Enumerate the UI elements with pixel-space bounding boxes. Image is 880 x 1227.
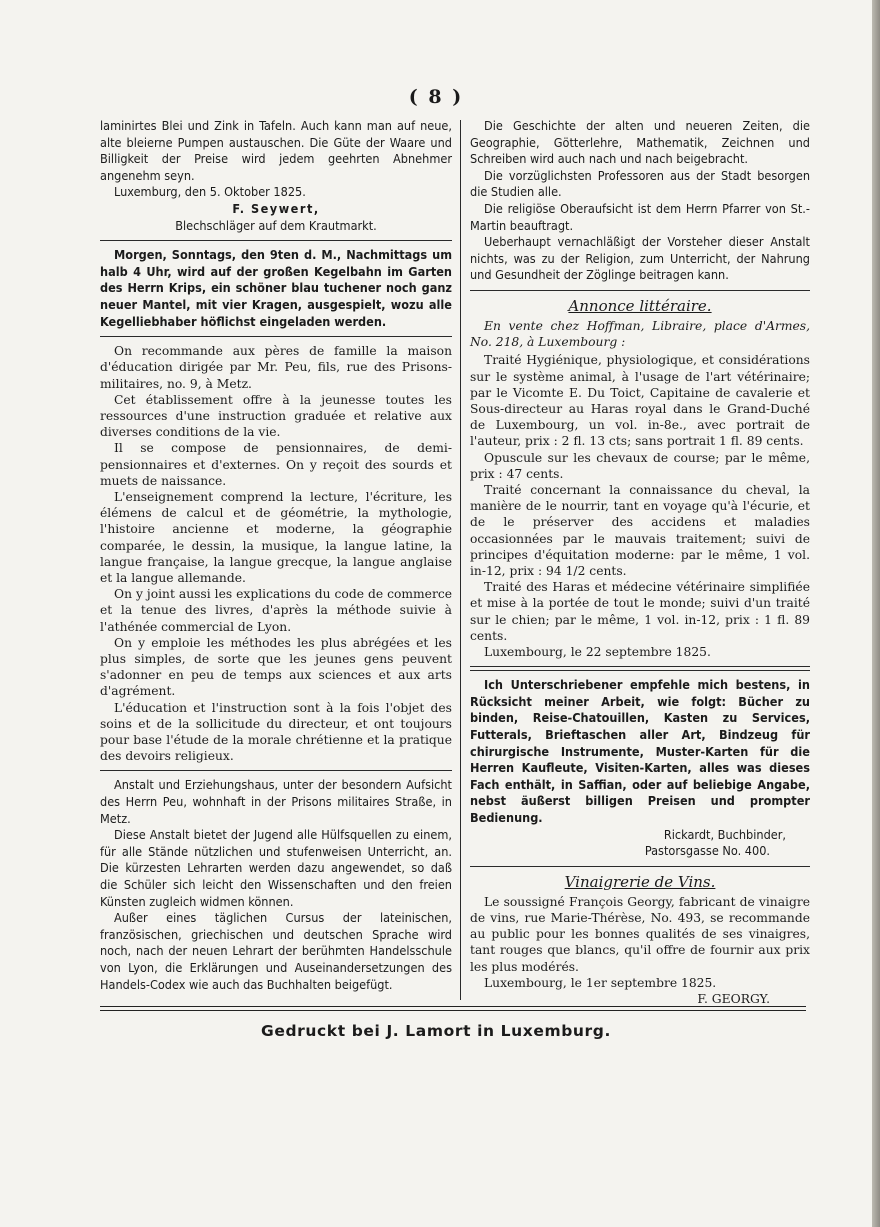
book-item: Traité Hygiénique, physiologique, et considérations sur le système animal, à l'usage de l'art vétérinaire; par le Vicomte E. Du Toict, Capitaine de cavalerie et Sous-directeur au Haras royal dans le Grand-Duché de Luxembourg, un vol. in-8e., avec portrait de l'auteur, prix : 2 fl. 13 cts; sans portrait 1 fl. 89 cents. (470, 353, 810, 449)
vinaigrerie-heading: Vinaigrerie de Vins. (564, 872, 716, 891)
left-column (100, 118, 452, 993)
paragraph: Die vorzüglichsten Professoren aus der Stadt besorgen die Studien alle. (470, 167, 810, 200)
divider (470, 866, 810, 867)
paragraph: Il se compose de pensionnaires, de demi-pensionnaires et d'externes. On y reçoit des sourds et muets de naissance. (100, 441, 452, 488)
annonce-date: Luxembourg, le 22 septembre 1825. (484, 645, 711, 659)
seywert-name: F. Seywert, (232, 200, 320, 216)
paragraph: Außer eines täglichen Cursus der lateinischen, französischen, griechischen und deutschen Sprache wird noch, nach der neuen Lehrart der berühmten Handelsschule von Lyon, die Erklärungen und Auseinandersetzungen des Handels-Codex wie auch das Buchhalten beigefügt. (100, 910, 452, 992)
book-item: Opuscule sur les chevaux de course; par le même, prix : 47 cents. (470, 450, 810, 481)
annonce-subheading: En vente chez Hoffman, Libraire, place d'Armes, No. 218, à Luxembourg : (470, 318, 810, 350)
peu-school-german (100, 777, 452, 993)
rickardt-name: Rickardt, Buchbinder, (663, 826, 786, 842)
vinaigrerie-advertisement (470, 873, 810, 1007)
seywert-trade: Blechschläger auf dem Krautmarkt. (175, 217, 377, 233)
book-item: Traité concernant la connaissance du cheval, la manière de le nourrir, tant en voyage qu'à l'écurie, et de le préserver des accidens et maladies occasionnées par le mauvais traitement; suivi de principes d'équitation moderne: par le même, 1 vol. in-12, prix : 94 1/2 cents. (470, 482, 810, 578)
peu-school-german-continued (470, 118, 810, 284)
paragraph: Die Geschichte der alten und neueren Zeiten, die Geographie, Götterlehre, Mathematik, Zeichnen und Schreiben wird auch nach und nach beigebracht. (470, 118, 810, 167)
kegelbahn-advertisement (100, 247, 452, 330)
divider (100, 336, 452, 337)
paragraph: On y joint aussi les explications du code de commerce et la tenue des livres, d'après la méthode suivie à l'athénée commercial de Lyon. (100, 587, 452, 634)
book-item: Traité des Haras et médecine vétérinaire simplifiée et mise à la portée de tout le monde; suivi d'un traité sur le chien; par le même, 1 vol. in-12, prix : 1 fl. 89 cents. (470, 580, 810, 643)
rickardt-text: Ich Unterschriebener empfehle mich bestens, in Rücksicht meiner Arbeit, wie folgt: Bücher zu binden, Reise-Chatouillen, Kasten zu Services, Futterals, Brieftaschen aller Art, Bindzeug für chirurgische Instrumente, Muster-Karten für die Herren Kaufleute, Visiten-Karten, alles was dieses Fach enthält, in Saffian, oder auf beliebige Angabe, nebst äußerst billigen Preisen und prompter Bedienung. (470, 677, 810, 825)
paragraph: Diese Anstalt bietet der Jugend alle Hülfsquellen zu einem, für alle Stände nützlichen und stufenweisen Unterricht, an. Die kürzesten Lehrarten werden dazu angewendet, so daß die Schüler sich leicht den Wissenschaften und den freien Künsten zugleich widmen können. (100, 827, 452, 909)
column-divider (460, 120, 461, 1000)
seywert-text: laminirtes Blei und Zink in Tafeln. Auch kann man auf neue, alte bleierne Pumpen austauschen. Die Güte der Waare und Billigkeit der Preise wird jedem geehrten Abnehmer angenehm seyn. (100, 118, 452, 183)
vinaigrerie-date: Luxembourg, le 1er septembre 1825. (484, 975, 717, 990)
printer-imprint: Gedruckt bei J. Lamort in Luxemburg. (261, 1022, 611, 1040)
paragraph: Die religiöse Oberaufsicht ist dem Herrn Pfarrer von St.-Martin beauftragt. (470, 200, 810, 233)
bottom-rule (100, 1006, 806, 1011)
german-title: Anstalt und Erziehungshaus, unter der besondern Aufsicht des Herrn Peu, wohnhaft in der Prisons militaires Straße, in Metz. (100, 777, 452, 826)
page-number: ( 8 ) (408, 86, 464, 108)
annonce-heading: Annonce littéraire. (568, 296, 712, 315)
seywert-advertisement (100, 118, 452, 234)
divider (470, 290, 810, 291)
rickardt-advertisement (470, 677, 810, 860)
right-column (470, 118, 810, 1007)
rickardt-address: Pastorsgasse No. 400. (644, 843, 770, 859)
divider (100, 240, 452, 241)
vinaigrerie-signature: F. GEORGY. (697, 991, 770, 1006)
book-spine-edge (872, 0, 880, 1227)
paragraph: Cet établissement offre à la jeunesse toutes les ressources d'une instruction graduée et relative aux diverses conditions de la vie. (100, 392, 452, 440)
divider (470, 666, 810, 671)
paragraph: L'enseignement comprend la lecture, l'écriture, les élémens de calcul et de géométrie, la mythologie, l'histoire ancienne et moderne, la géographie comparée, le dessin, la musique, la langue latine, la langue française, la langue grecque, la langue anglaise et la langue allemande. (100, 489, 452, 585)
peu-school-french (100, 343, 452, 764)
paragraph: On recommande aux pères de famille la maison d'éducation dirigée par Mr. Peu, fils, rue des Prisons-militaires, no. 9, à Metz. (100, 344, 452, 391)
paragraph: On y emploie les méthodes les plus abrégées et les plus simples, de sorte que les jeunes gens peuvent s'adonner en peu de temps aux sciences et aux arts d'agrément. (100, 635, 452, 699)
paragraph: L'éducation et l'instruction sont à la fois l'objet des soins et de la sollicitude du directeur, et ont toujours pour base l'étude de la morale chrétienne et la pratique des devoirs religieux. (100, 700, 452, 764)
seywert-date: Luxemburg, den 5. Oktober 1825. (114, 184, 306, 200)
vinaigrerie-text: Le soussigné François Georgy, fabricant de vinaigre de vins, rue Marie-Thérèse, No. 493, se recommande au public pour les bonnes qualités de ses vinaigres, tant rouges que blancs, qu'il offre de fournir aux prix les plus modérés. (470, 894, 810, 974)
kegelbahn-text: Morgen, Sonntags, den 9ten d. M., Nachmittags um halb 4 Uhr, wird auf der großen Kegelbahn im Garten des Herrn Krips, ein schöner blau tuchener noch ganz neuer Mantel, mit vier Kragen, ausgespielt, wozu alle Kegelliebhaber höflichst eingeladen werden. (100, 247, 452, 329)
annonce-litteraire (470, 297, 810, 660)
divider (100, 770, 452, 771)
paragraph: Ueberhaupt vernachläßigt der Vorsteher dieser Anstalt nichts, was zu der Religion, zum Unterricht, der Nahrung und Gesundheit der Zöglinge beitragen kann. (470, 234, 810, 283)
